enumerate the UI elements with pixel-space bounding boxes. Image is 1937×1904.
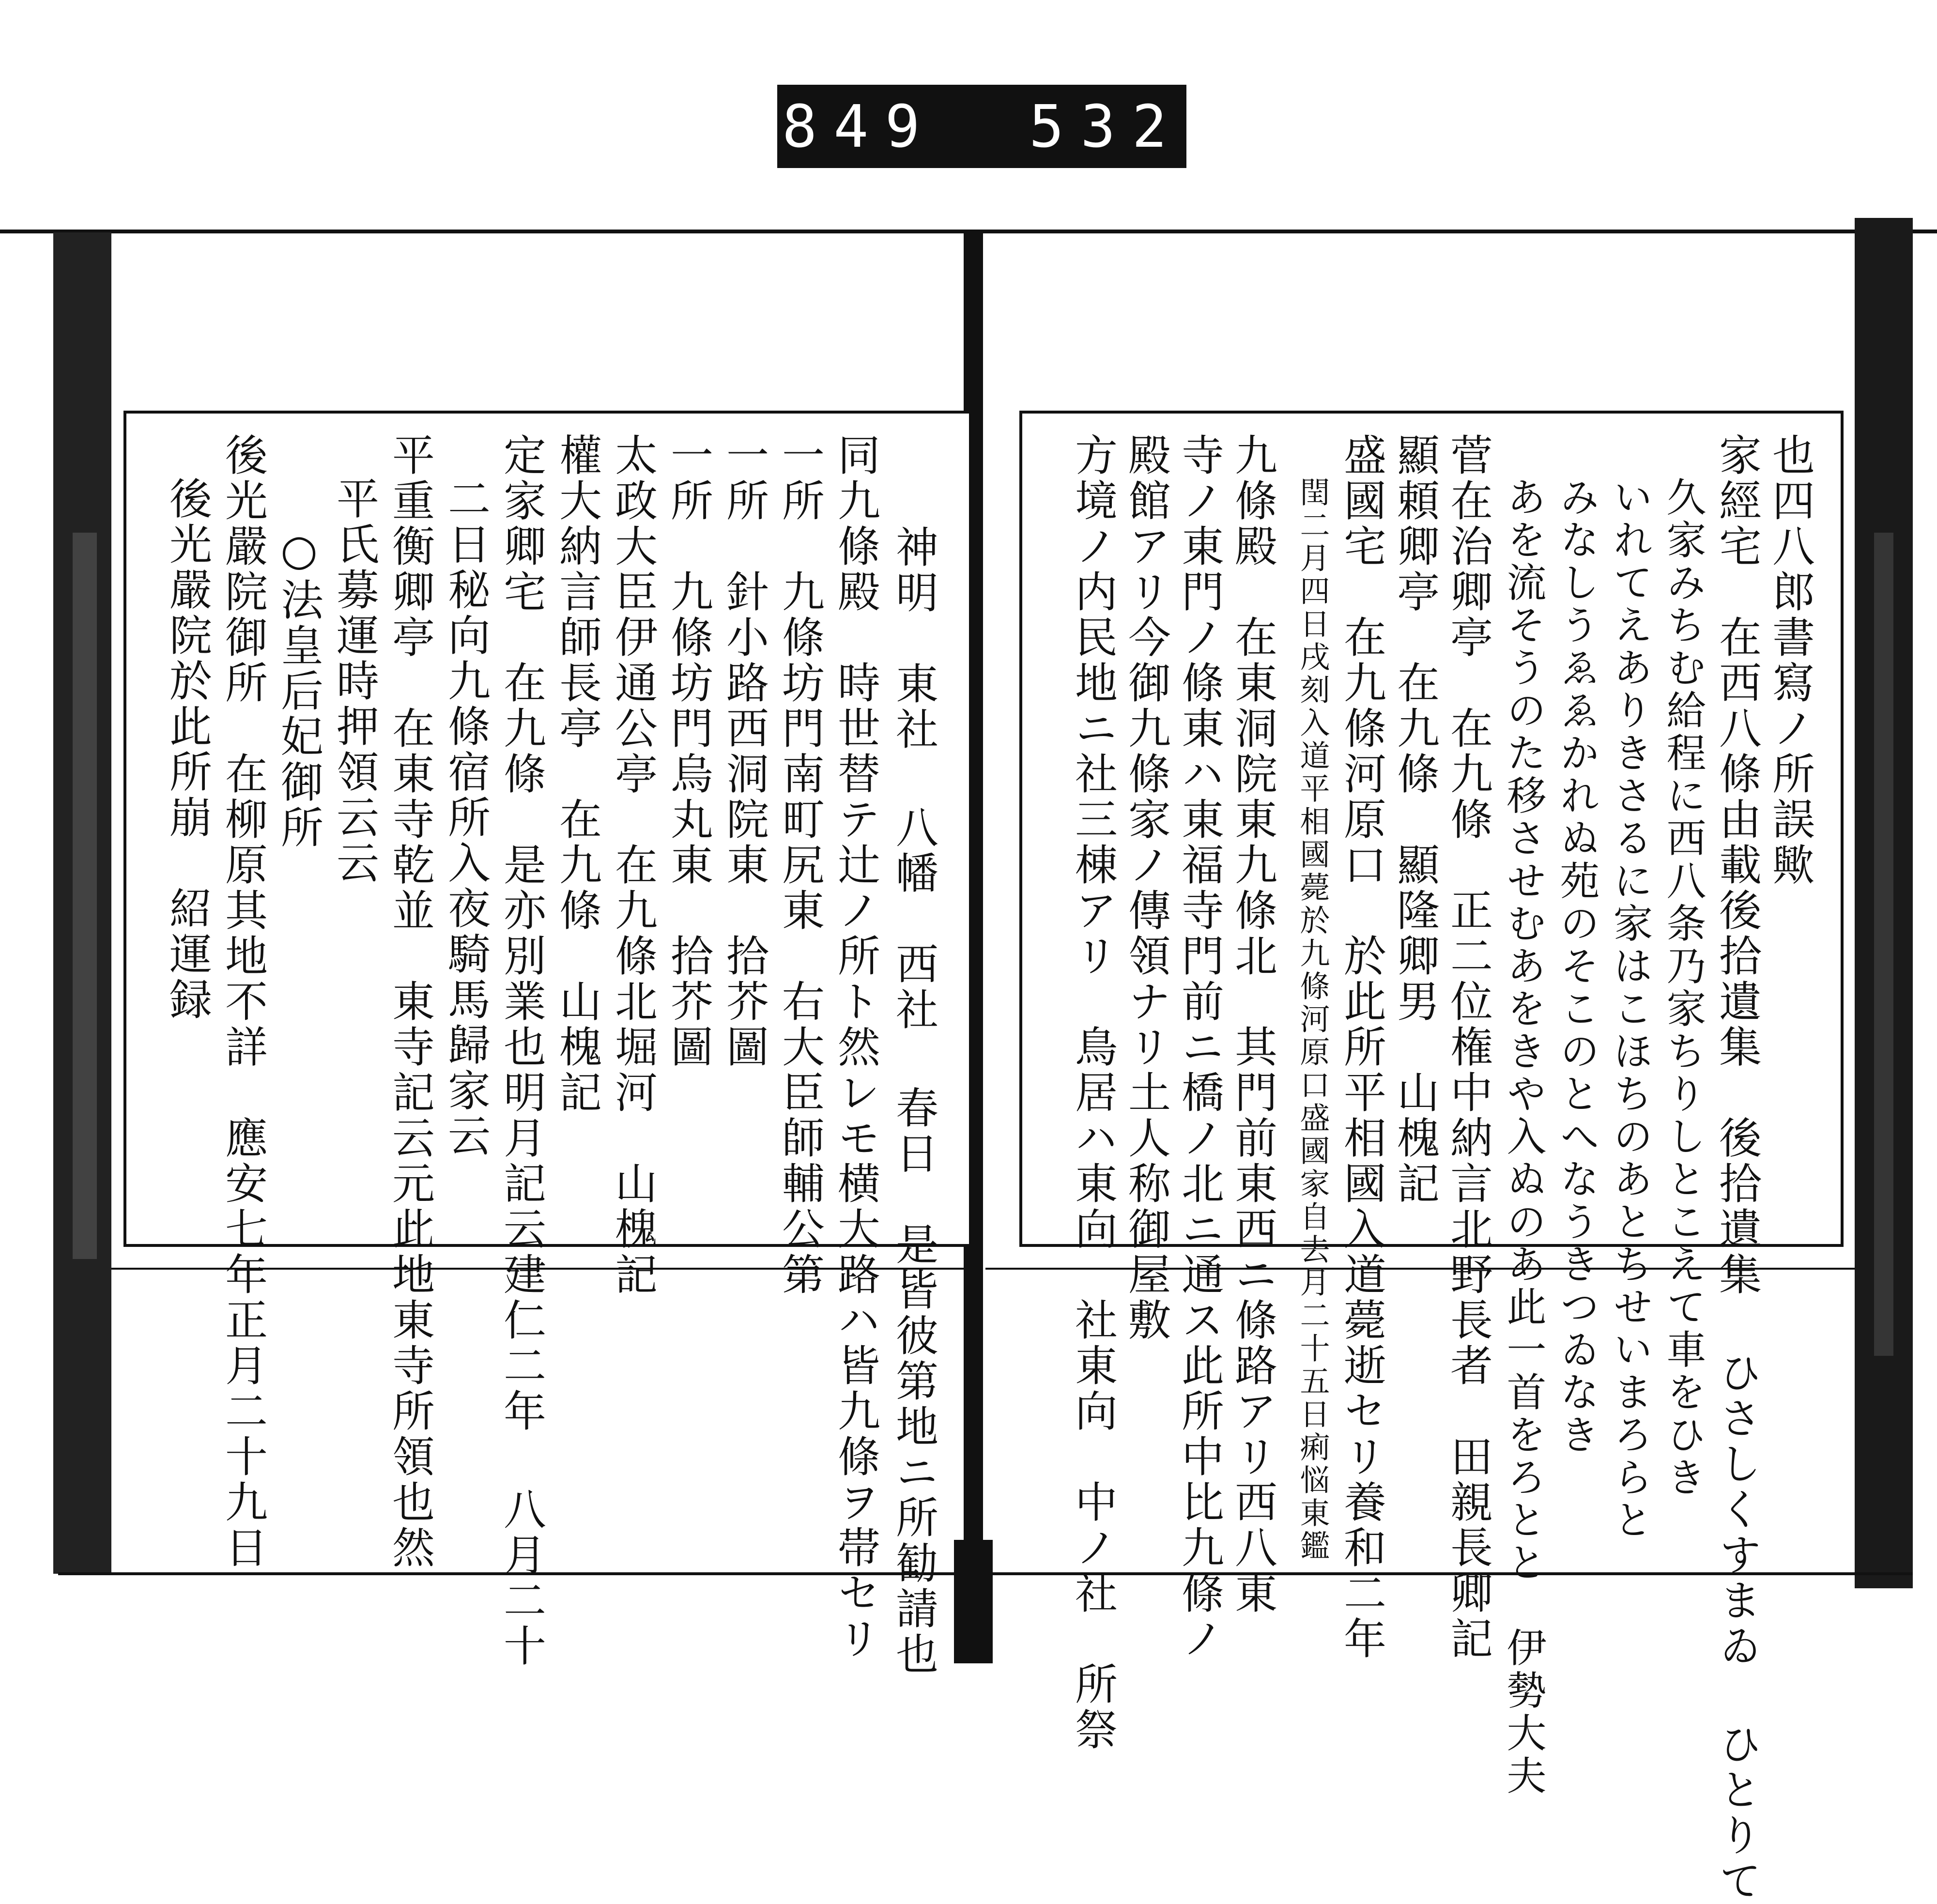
text-column: 權大納言師長亭 在九條 山槐記 [553,433,602,1116]
text-column: 家經宅 在西八條由載後拾遺集 後拾遺集 ひさしくすまゐ ひとりて [1712,433,1762,1904]
text-column: 一所 九條坊門烏丸東 拾芥圖 [664,433,714,1070]
text-column: 方境ノ内民地ニ社三棟アリ 鳥居ハ東向 社東向 中ノ社 所祭 [1068,433,1118,1753]
text-column: 後光嚴院於此所崩 紹運録 [163,476,213,1023]
text-column: 閏二月四日戌刻入道平相國薨於九條河原口盛國家自去月二十五日痢悩東鑑 [1295,476,1330,1563]
text-column: 平重衡卿亭 在東寺乾並 東寺記云元此地東寺所領也然 [385,433,435,1571]
text-column: 太政大臣伊通公亭 在九條北堀河 山槐記 [608,433,658,1298]
gutter-clip [954,1540,993,1663]
text-column: いれてえありきさるに家はこほちのあとちせいまろらと [1607,476,1653,1542]
text-column: 顯頼卿亭 在九條 顯隆卿男 山槐記 [1390,433,1440,1207]
catalog-number-right: 532. [1029,93,1235,161]
catalog-number-left: 849 [782,93,937,161]
text-column: 後光嚴院御所 在柳原其地不詳 應安七年正月二十九日 [218,433,268,1571]
text-column: あを流そうのた移させむあをきや入ぬのあ此一首をろとと 伊勢大夫 [1500,476,1546,1797]
text-column: 寺ノ東門ノ條東ハ東福寺門前ニ橋ノ北ニ通ス此所中比九條ノ [1175,433,1225,1662]
text-column: 九條殿 在東洞院東九條北 其門前東西ニ條路アリ西八東 [1228,433,1278,1616]
text-column: 定家卿宅 在九條 是亦別業也明月記云建仁二年 八月二十 [497,433,547,1669]
text-column: 神明 東社 八幡 西社 春日 是皆彼第地ニ所勧請也 [889,525,939,1677]
right-edge-inner [1874,533,1893,1356]
right-page [1019,411,1844,1904]
text-column: 久家みちむ給程に西八条乃家ちりしとこえて車をひき [1660,476,1706,1499]
left-edge-inner [73,533,97,1259]
text-column: 一所 針小路西洞院東 拾芥圖 [720,433,769,1070]
text-column: 菅在治卿亭 在九條 正二位権中納言北野長者 田親長卿記 [1444,433,1493,1662]
text-column: 也四八郎書寫ノ所誤歟 [1766,433,1815,888]
text-column: みなしうゑゑかれぬ苑のそこのとへなうきつゐなき [1553,476,1599,1457]
catalog-number-label [777,85,1235,168]
text-column: ○法皇后妃御所 [274,525,324,851]
text-column: 一所 九條坊門南町尻東 右大臣師輔公第 [775,433,825,1298]
text-column: 盛國宅 在九條河原口 於此所平相國入道薨逝セリ養和二年 [1337,433,1387,1662]
text-column: 二日秘向九條宿所入夜騎馬歸家云 [441,476,491,1159]
text-column: 平氏募運時押領云云 [330,476,380,886]
text-column: 殿館アリ今御九條家ノ傳領ナリ土人称御屋敷 [1122,433,1171,1343]
text-column: 同九條殿 時世替テ辻ノ所ト然レモ横大路ハ皆九條ヲ帯セリ [831,433,881,1662]
left-page [123,411,972,1677]
